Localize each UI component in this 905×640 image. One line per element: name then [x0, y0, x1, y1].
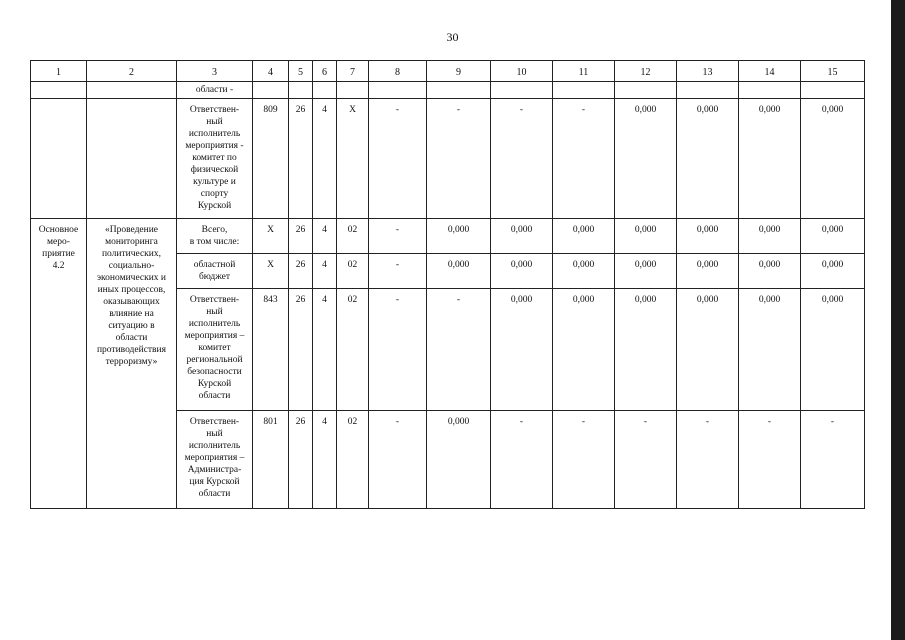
page-number: 30	[446, 30, 459, 44]
header-cell: 13	[677, 61, 739, 82]
budget-table	[30, 60, 865, 509]
table-cell	[369, 82, 427, 99]
value-cell: 0,000	[801, 254, 865, 289]
value-cell: -	[553, 411, 615, 509]
header-cell: 15	[801, 61, 865, 82]
table-cell	[337, 82, 369, 99]
header-cell: 9	[427, 61, 491, 82]
table-cell	[313, 82, 337, 99]
value-cell: 0,000	[615, 254, 677, 289]
value-cell: 26	[289, 411, 313, 509]
header-cell: 10	[491, 61, 553, 82]
executor-cell: областной бюджет	[177, 254, 253, 289]
value-cell: -	[553, 99, 615, 219]
table-row	[31, 219, 865, 254]
header-row	[31, 61, 865, 82]
value-cell: 4	[313, 289, 337, 411]
table-cell	[677, 82, 739, 99]
value-cell: 0,000	[739, 99, 801, 219]
value-cell: -	[369, 219, 427, 254]
scan-edge	[891, 0, 905, 640]
value-cell: -	[369, 289, 427, 411]
table-cell	[31, 82, 87, 99]
table-cell	[491, 82, 553, 99]
value-cell: 0,000	[427, 219, 491, 254]
value-cell: 26	[289, 289, 313, 411]
value-cell: 843	[253, 289, 289, 411]
value-cell: 0,000	[677, 289, 739, 411]
value-cell: 0,000	[553, 254, 615, 289]
table-cell	[253, 82, 289, 99]
header-cell: 6	[313, 61, 337, 82]
header-cell: 1	[31, 61, 87, 82]
value-cell: 0,000	[677, 254, 739, 289]
measure-number-cell: Основное меро- приятие 4.2	[31, 219, 87, 509]
table-cell	[739, 82, 801, 99]
value-cell: -	[801, 411, 865, 509]
header-cell: 2	[87, 61, 177, 82]
value-cell: -	[427, 99, 491, 219]
table-cell	[553, 82, 615, 99]
value-cell: -	[369, 99, 427, 219]
table-row	[31, 99, 865, 219]
value-cell: 0,000	[615, 99, 677, 219]
value-cell: 0,000	[553, 289, 615, 411]
value-cell: 0,000	[739, 219, 801, 254]
header-cell: 5	[289, 61, 313, 82]
value-cell: 4	[313, 99, 337, 219]
value-cell: 02	[337, 219, 369, 254]
table-cell	[427, 82, 491, 99]
value-cell: -	[369, 254, 427, 289]
executor-cell: Ответствен- ный исполнитель мероприятия – комитет региональной безопасности Курской области	[177, 289, 253, 411]
value-cell: 0,000	[739, 254, 801, 289]
table-cell	[87, 99, 177, 219]
table-cell	[31, 99, 87, 219]
table-cell	[289, 82, 313, 99]
table-cell	[615, 82, 677, 99]
value-cell: -	[427, 289, 491, 411]
value-cell: 0,000	[739, 289, 801, 411]
value-cell: -	[739, 411, 801, 509]
value-cell: 02	[337, 411, 369, 509]
value-cell: X	[337, 99, 369, 219]
value-cell: 4	[313, 254, 337, 289]
value-cell: 4	[313, 219, 337, 254]
table-cell	[801, 82, 865, 99]
value-cell: 0,000	[801, 99, 865, 219]
value-cell: -	[615, 411, 677, 509]
executor-cell: Ответствен- ный исполнитель мероприятия - комитет по физической культуре и спорту Курской	[177, 99, 253, 219]
header-cell: 11	[553, 61, 615, 82]
value-cell: 26	[289, 219, 313, 254]
value-cell: 02	[337, 289, 369, 411]
value-cell: -	[491, 99, 553, 219]
header-cell: 12	[615, 61, 677, 82]
executor-cell: Ответствен- ный исполнитель мероприятия – Администра- ция Курской области	[177, 411, 253, 509]
header-cell: 7	[337, 61, 369, 82]
value-cell: 0,000	[427, 411, 491, 509]
value-cell: 02	[337, 254, 369, 289]
value-cell: 0,000	[553, 219, 615, 254]
header-cell: 3	[177, 61, 253, 82]
value-cell: 0,000	[801, 289, 865, 411]
value-cell: 0,000	[491, 219, 553, 254]
value-cell: 0,000	[615, 289, 677, 411]
value-cell: 0,000	[677, 219, 739, 254]
value-cell: 809	[253, 99, 289, 219]
value-cell: -	[369, 411, 427, 509]
continuation-label: области -	[177, 82, 253, 99]
value-cell: 26	[289, 254, 313, 289]
header-cell: 8	[369, 61, 427, 82]
value-cell: 0,000	[615, 219, 677, 254]
value-cell: X	[253, 254, 289, 289]
measure-title-cell: «Проведение мониторинга политических, социально- экономических и иных процессов, оказывающих влияние на ситуацию в области противодействия терроризму»	[87, 219, 177, 509]
value-cell: 4	[313, 411, 337, 509]
value-cell: 26	[289, 99, 313, 219]
value-cell: 0,000	[677, 99, 739, 219]
header-cell: 4	[253, 61, 289, 82]
header-cell: 14	[739, 61, 801, 82]
value-cell: 801	[253, 411, 289, 509]
table-cell	[87, 82, 177, 99]
value-cell: 0,000	[801, 219, 865, 254]
value-cell: -	[677, 411, 739, 509]
value-cell: X	[253, 219, 289, 254]
value-cell: -	[491, 411, 553, 509]
value-cell: 0,000	[427, 254, 491, 289]
value-cell: 0,000	[491, 254, 553, 289]
executor-cell: Всего, в том числе:	[177, 219, 253, 254]
continuation-row	[31, 82, 865, 99]
value-cell: 0,000	[491, 289, 553, 411]
